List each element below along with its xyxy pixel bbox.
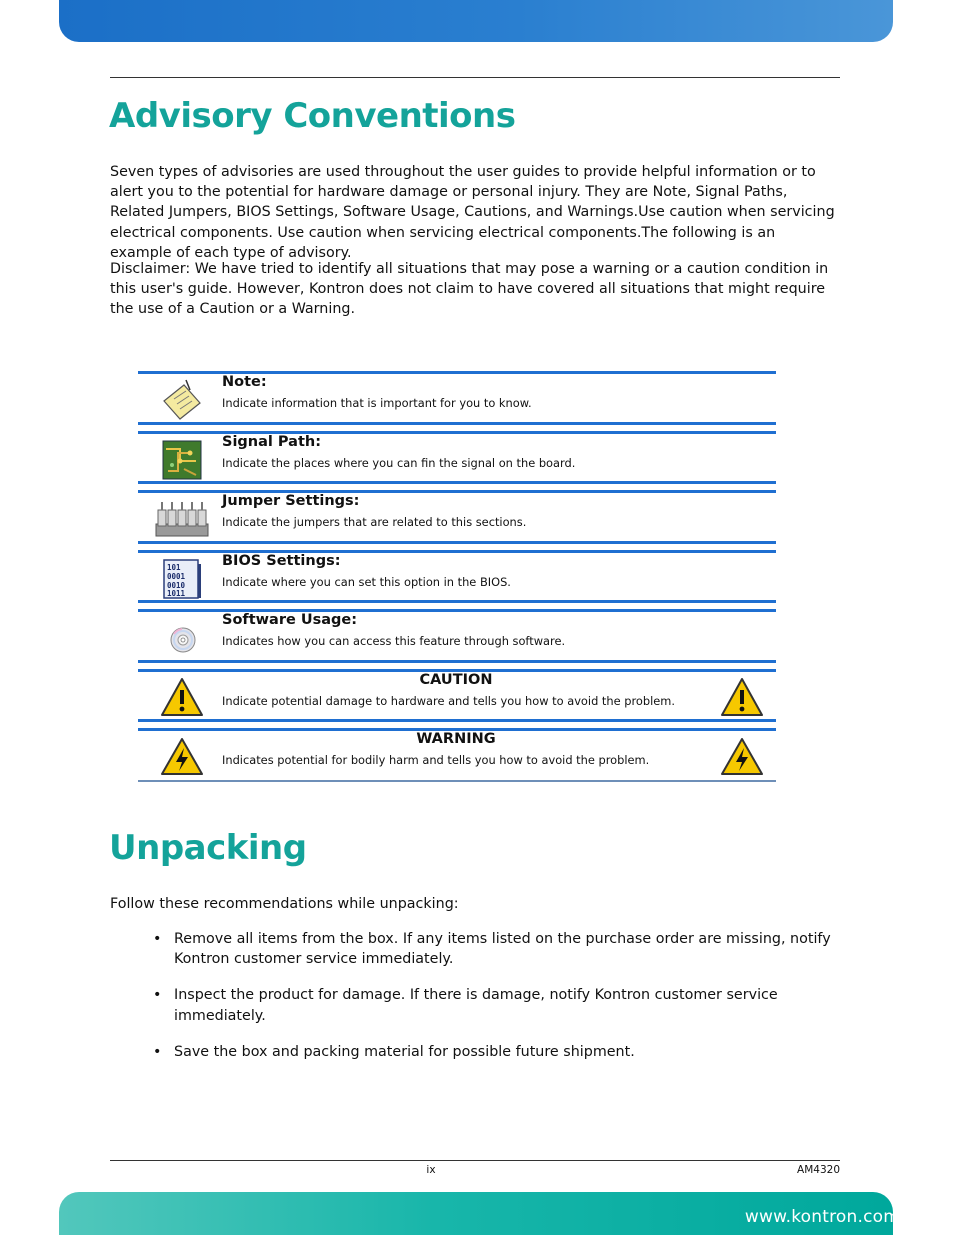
advisory-title: WARNING — [416, 731, 496, 747]
jumper-icon — [154, 498, 210, 538]
header-rule — [110, 77, 840, 78]
advisory-row-warning — [138, 728, 776, 788]
advisory-desc: Indicate information that is important for you to know. — [222, 396, 532, 410]
list-item — [150, 929, 840, 969]
advisory-title: Software Usage: — [222, 612, 358, 628]
unpacking-list — [150, 929, 840, 1078]
advisory-desc: Indicate where you can set this option in the BIOS. — [222, 574, 511, 589]
top-banner — [59, 0, 893, 42]
row-rule-bottom — [138, 719, 776, 722]
note-icon — [160, 379, 204, 419]
advisory-table — [138, 371, 776, 788]
svg-text:0001: 0001 — [167, 571, 186, 581]
advisory-disclaimer: Disclaimer: We have tried to identify all situations that may pose a warning or a caution condition in this user's guide. However, Kontron does not claim to have covered all situations that might require the use of a Caution or a Warning. — [110, 261, 829, 318]
row-rule-bottom — [138, 481, 776, 484]
svg-text:101: 101 — [167, 562, 181, 572]
advisory-title: Note: — [222, 374, 267, 390]
high-voltage-icon — [160, 736, 204, 776]
website-link[interactable]: www.kontron.com — [744, 1207, 900, 1227]
advisory-desc: Indicate the jumpers that are related to this sections. — [222, 515, 527, 529]
row-rule-bottom — [138, 600, 776, 603]
list-item — [150, 985, 840, 1025]
section-title-unpacking: Unpacking — [109, 828, 307, 868]
row-rule-bottom — [138, 541, 776, 544]
svg-text:0010: 0010 — [167, 580, 186, 590]
cd-icon — [160, 617, 204, 657]
advisory-desc: Indicates potential for bodily harm and tells you how to avoid the problem. — [222, 753, 650, 767]
list-item-text: Remove all items from the box. If any items listed on the purchase order are missing, notify Kontron customer service immediately. — [174, 931, 831, 968]
caution-icon — [160, 677, 204, 717]
list-item-text: Inspect the product for damage. If there is damage, notify Kontron customer service immediately. — [174, 987, 778, 1024]
advisory-row-caution — [138, 669, 776, 729]
bullet-icon: • — [153, 1043, 162, 1060]
advisory-row-bios — [138, 550, 776, 610]
advisory-row-jumper — [138, 490, 776, 550]
advisory-desc: Indicate potential damage to hardware and tells you how to avoid the problem. — [222, 693, 675, 708]
bullet-icon: • — [153, 987, 162, 1004]
advisory-row-note — [138, 371, 776, 431]
advisory-title: CAUTION — [419, 671, 493, 688]
bios-icon — [160, 558, 204, 598]
list-item-text: Save the box and packing material for possible future shipment. — [174, 1043, 635, 1060]
advisory-desc: Indicates how you can access this feature through software. — [222, 634, 566, 648]
signal-path-icon — [160, 439, 204, 479]
caution-icon — [720, 677, 764, 717]
advisory-row-signal-path — [138, 431, 776, 491]
row-rule-bottom — [138, 422, 776, 425]
page-number: ix — [426, 1164, 436, 1176]
section-title-advisory: Advisory Conventions — [109, 96, 516, 136]
advisory-desc: Indicate the places where you can fin the signal on the board. — [222, 455, 576, 470]
footer-rule — [110, 1160, 840, 1161]
advisory-title: Signal Path: — [222, 433, 321, 450]
advisory-title: Jumper Settings: — [222, 493, 360, 509]
advisory-intro: Seven types of advisories are used throughout the user guides to provide helpful information or to alert you to the potential for hardware damage or personal injury. They are Note, Signal Paths, Related Jumpers, BIOS Settings, Software Usage, Cautions, and Warnings.Use caution when servicing electrical components. Use caution when servicing electrical components.The following is an example of each type of advisory. — [110, 164, 835, 261]
unpacking-intro: Follow these recommendations while unpacking: — [110, 896, 459, 912]
row-rule-bottom — [138, 780, 776, 782]
document-id: AM4320 — [797, 1164, 840, 1176]
list-item — [150, 1042, 840, 1062]
advisory-row-software — [138, 609, 776, 669]
advisory-title: BIOS Settings: — [222, 552, 341, 569]
svg-text:1011: 1011 — [167, 588, 186, 598]
row-rule-bottom — [138, 660, 776, 663]
high-voltage-icon — [720, 736, 764, 776]
bullet-icon: • — [153, 931, 162, 947]
